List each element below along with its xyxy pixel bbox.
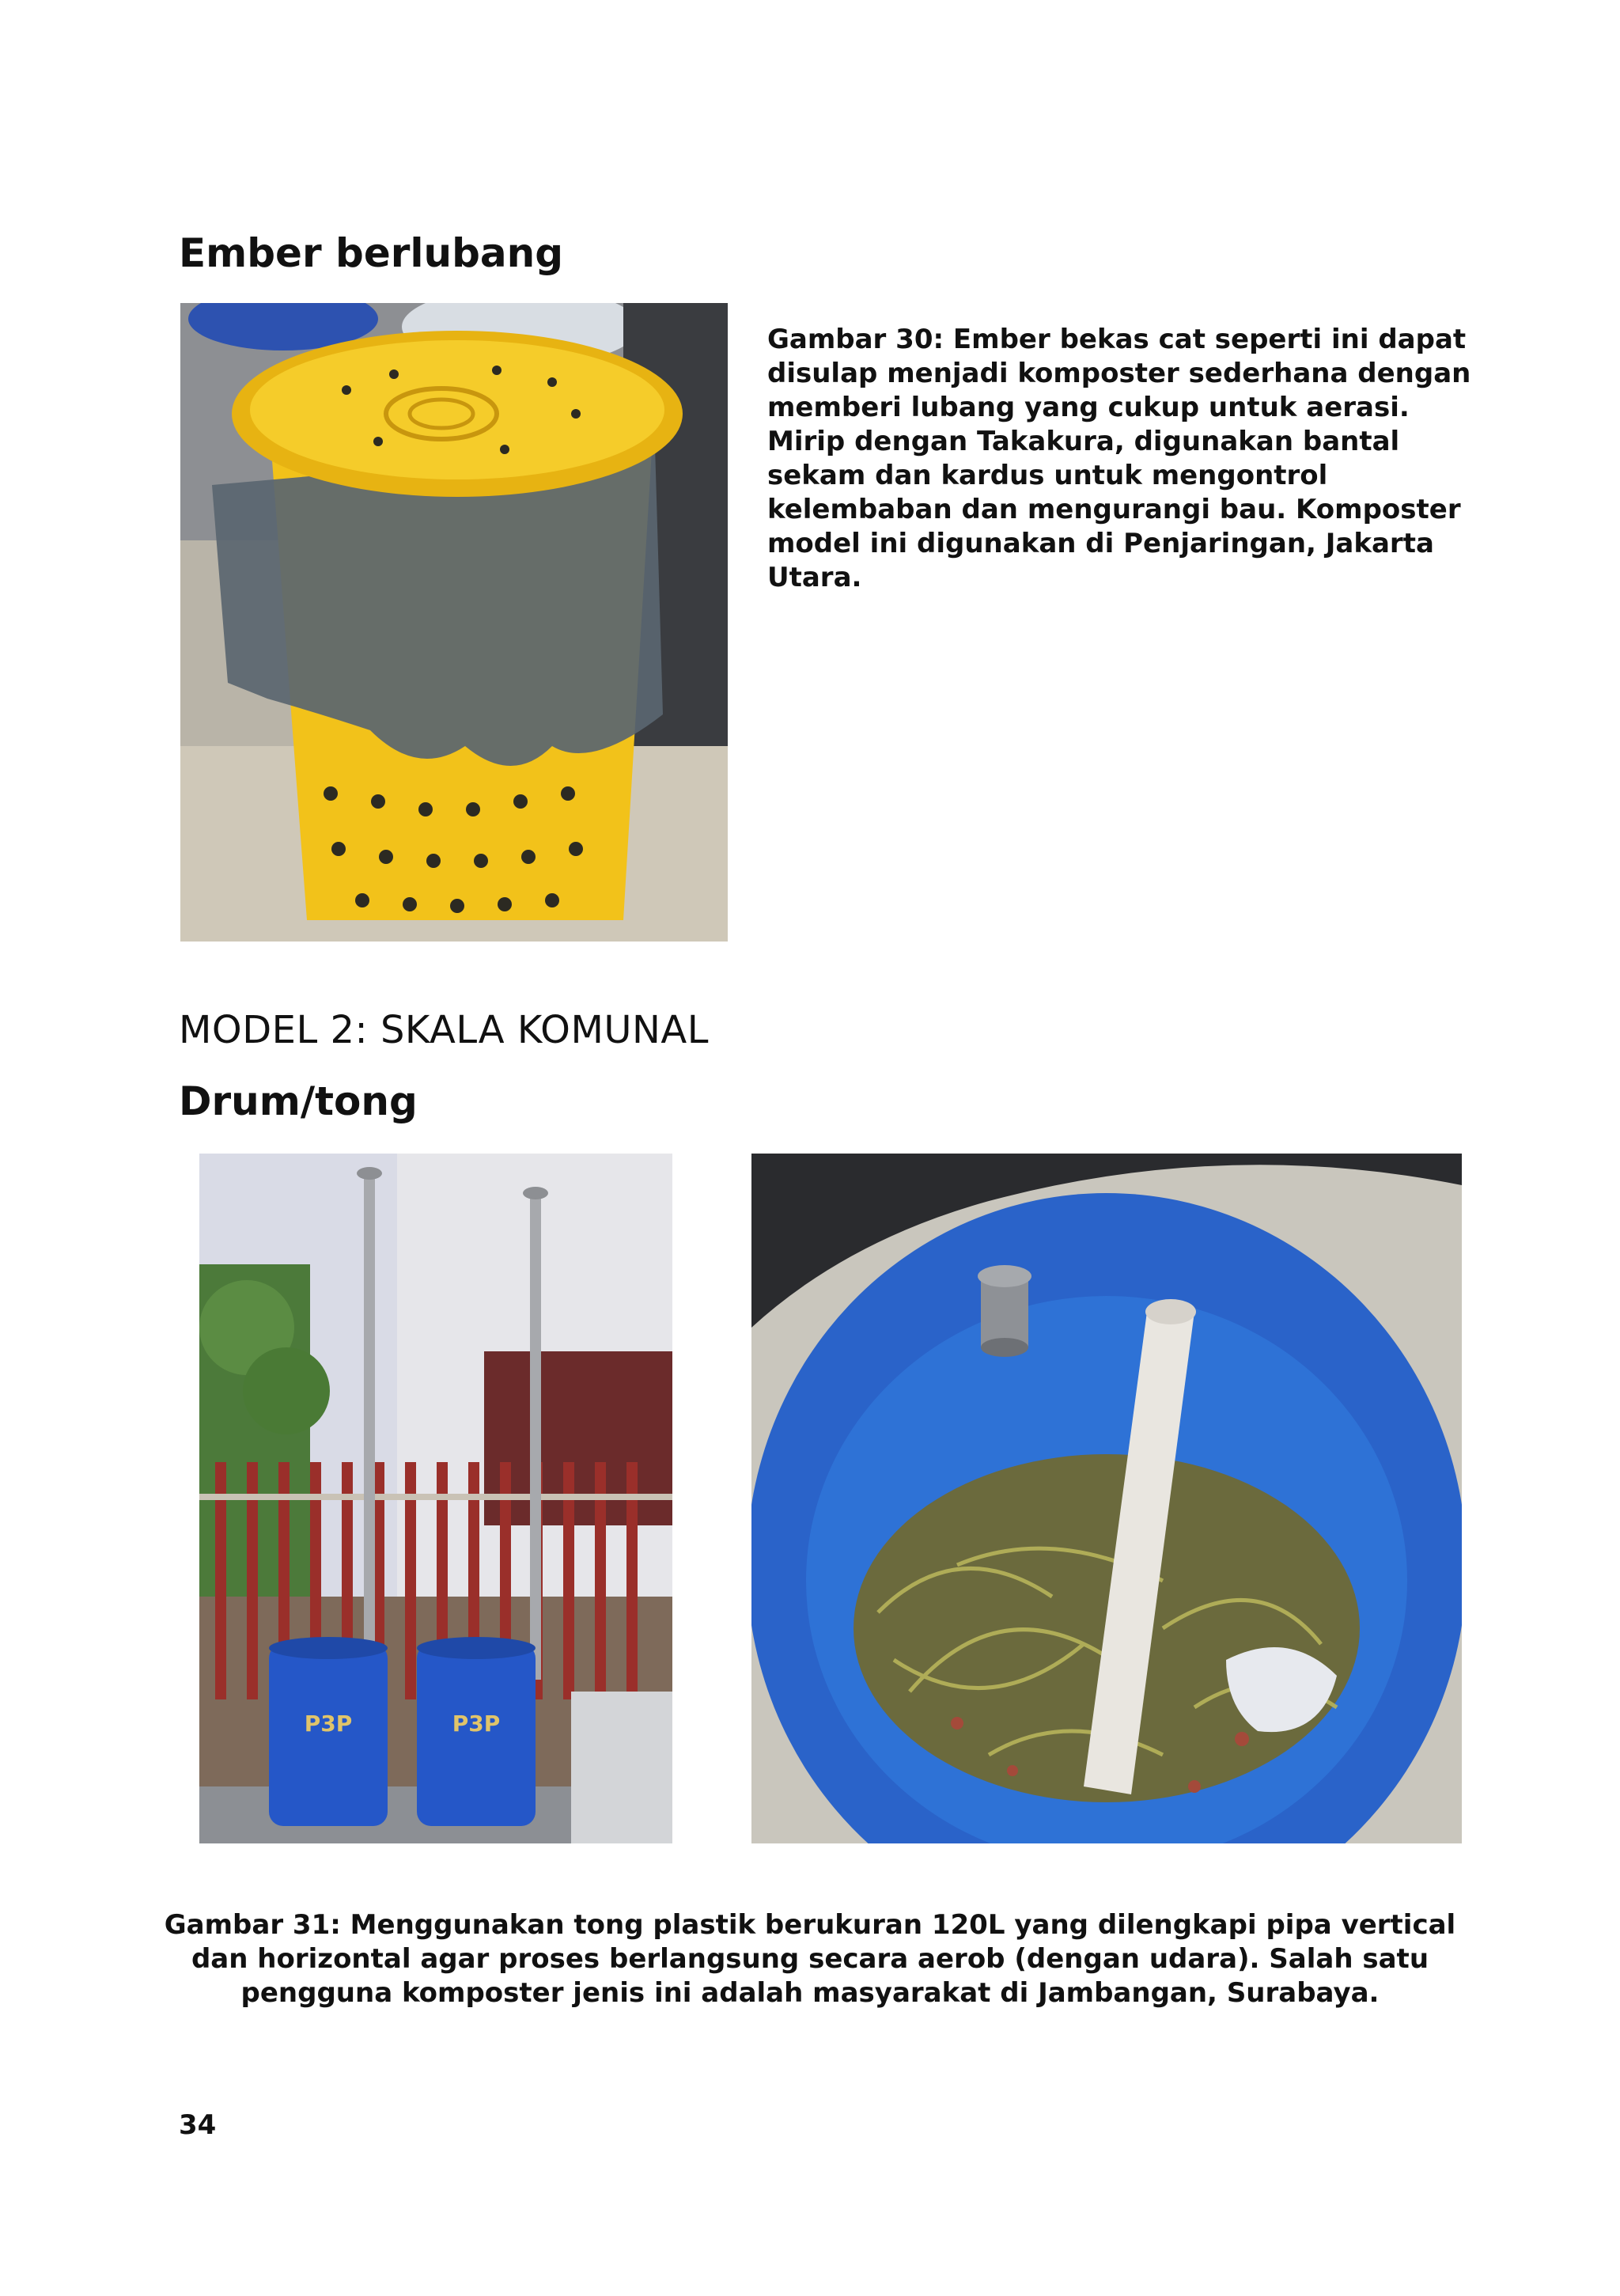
page-number: 34 (179, 2109, 217, 2141)
drum-composters-photo (199, 1154, 672, 1843)
drum-interior-photo (751, 1154, 1462, 1843)
drum-composters-illustration (199, 1154, 672, 1843)
figure-30-caption: Gambar 30: Ember bekas cat seperti ini dapat disulap menjadi komposter sederhana dengan memberi lubang yang cukup untuk aerasi. Mirip dengan Takakura, digunakan bantal sekam dan kardus untuk mengontrol kelembaban dan mengurangi bau. Komposter model ini digunakan di Penjaringan, Jakarta Utara. (767, 324, 1471, 593)
drum-interior-illustration (751, 1154, 1462, 1843)
bucket-composter-photo (180, 303, 728, 942)
drum-label-left: P3P (304, 1711, 353, 1737)
drum-label-right: P3P (452, 1711, 501, 1737)
bucket-composter-illustration (180, 303, 728, 942)
section-heading-ember-berlubang: Ember berlubang (179, 230, 564, 276)
section-heading-model-2: MODEL 2: SKALA KOMUNAL (179, 1008, 709, 1052)
section-heading-drum-tong: Drum/tong (179, 1078, 418, 1124)
figure-31-caption: Gambar 31: Menggunakan tong plastik berukuran 120L yang dilengkapi pipa vertical dan horizontal agar proses berlangsung secara aerob (dengan udara). Salah satu pengguna komposter jenis ini adalah masyarakat di Jambangan, Surabaya. (164, 1909, 1456, 2009)
